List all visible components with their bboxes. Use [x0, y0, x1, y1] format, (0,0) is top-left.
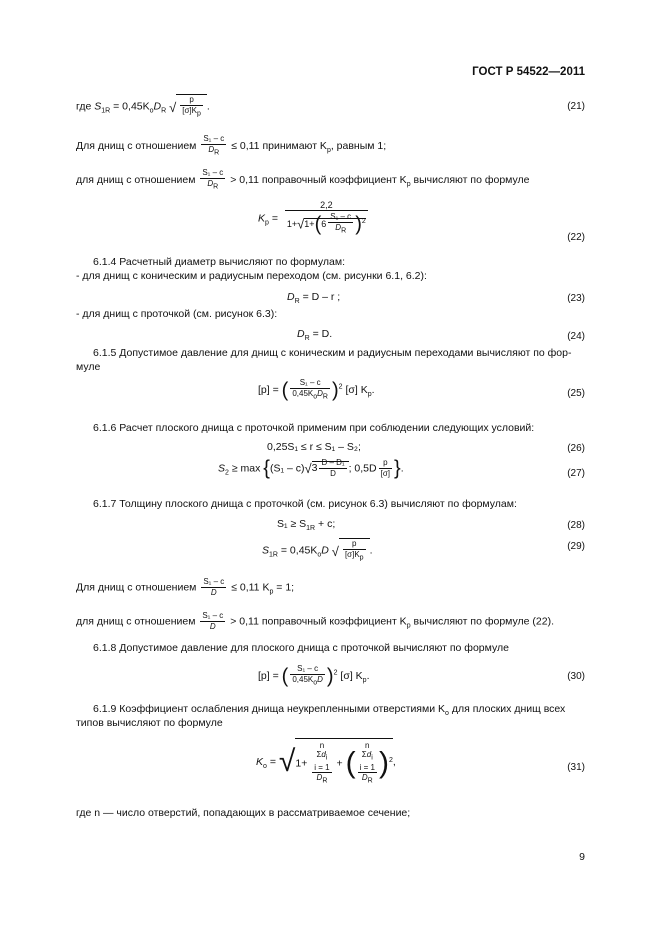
eq21-mid: = 0,45K: [110, 100, 150, 113]
eq27-op: ≥ max: [231, 462, 261, 475]
eq21-mid-sub: o: [149, 107, 154, 115]
cond1-den-sub: R: [214, 149, 220, 157]
eq30-num: S₁ – c: [290, 664, 325, 675]
eq29-mid2: D: [321, 544, 329, 557]
eq21-den-sub: p: [196, 110, 201, 118]
eq31-den: D: [316, 772, 323, 782]
eq21-num: p: [180, 95, 203, 106]
cond2-den: D: [207, 179, 214, 188]
cond3-tail2: = 1;: [273, 581, 295, 594]
eq26-number: (26): [567, 443, 585, 454]
page-number: 9: [579, 851, 585, 863]
eq21-number: (21): [567, 101, 585, 112]
document-header: ГОСТ Р 54522—2011: [472, 66, 585, 78]
eq30-exp: 2: [333, 669, 338, 677]
condition-4: [76, 611, 554, 632]
section-6-1-4-item-2: - для днищ с проточкой (см. рисунок 6.3):: [76, 308, 278, 320]
cond1-tail2: , равным 1;: [330, 140, 387, 153]
cond2-lead: для днищ с отношением: [76, 174, 196, 187]
cond1-lead: Для днищ с отношением: [76, 140, 197, 153]
eq29-den-sub: p: [359, 554, 364, 562]
eq22-inner-den: D: [335, 223, 342, 233]
equation-26: 0,25S₁ ≤ r ≤ S₁ – S₂;: [267, 441, 361, 453]
eq30-tail-sub: p: [362, 677, 367, 685]
eq22-den-c: 6: [321, 219, 327, 229]
section-6-1-5-line-1: 6.1.5 Допустимое давление для днищ с коническим и радиусным переходами вычисляют по фор-: [93, 347, 572, 359]
cond3-num: S₁ – c: [203, 577, 225, 586]
eq27-lhs: S: [218, 462, 226, 475]
eq27-num1: D – D₁: [321, 458, 345, 467]
eq22-lhs-sub: p: [265, 219, 269, 227]
eq25-den: 0,45K: [292, 389, 314, 398]
eq30-tail: [σ] K: [340, 670, 363, 683]
cond1-frac: [201, 134, 226, 159]
section-6-1-5-line-2: муле: [76, 361, 101, 373]
eq30-lhs: [p] =: [258, 670, 279, 683]
eq31-sum-top: n: [319, 741, 325, 750]
equation-22: $K_p$ = 2,2 1+√1+(6 $\frac{\text{S₁ – c}}{D_R}$ )$^2$: [258, 200, 366, 236]
eq31-tail: ,: [392, 755, 396, 768]
eq25-exp: 2: [338, 383, 343, 391]
cond4-lead: для днищ с отношением: [76, 615, 196, 628]
section-6-1-8: 6.1.8 Допустимое давление для плоского днища с проточкой вычисляют по формуле: [93, 642, 509, 654]
eq27-lhs-sub: 2: [225, 469, 229, 477]
eq22-lhs: K: [258, 212, 266, 225]
eq25-den2: D: [317, 389, 323, 398]
condition-3: [76, 577, 294, 598]
eq31-plus: +: [336, 757, 343, 770]
section-6-1-9-line-1: [93, 703, 565, 717]
eq21-mid2: D: [153, 100, 162, 113]
eq21-lhs: S: [94, 100, 102, 113]
cond4-den: D: [209, 622, 216, 631]
cond3-tail: ≤ 0,11 K: [231, 581, 270, 594]
eq22-inner-den-sub: R: [341, 227, 347, 235]
eq29-mid: = 0,45K: [277, 544, 318, 557]
eq31-sum-body-sub: i: [325, 754, 328, 762]
eq31-frac-1: n $\Sigma d_i$ i = 1 $D_R$: [314, 741, 330, 785]
eq25-tail2: .: [371, 384, 375, 397]
eq21-tail: .: [206, 100, 210, 113]
eq24-number: (24): [567, 331, 585, 342]
equation-29: [262, 538, 372, 564]
cond2-tail-sub: p: [406, 181, 411, 189]
eq22-den-b: 1+: [304, 219, 315, 229]
eq25-tail: [σ] K: [345, 384, 368, 397]
section-6-1-4-item-1: - для днищ с коническим и радиусным переходом (см. рисунки 6.1, 6.2):: [76, 270, 427, 282]
cond1-num: S₁ – c: [203, 134, 225, 143]
eq30-den: 0,45K: [292, 675, 314, 684]
cond2-tail2: вычисляют по формуле: [410, 174, 530, 187]
eq25-den-sub: o: [313, 393, 318, 401]
eq29-lhs-sub: 1R: [269, 551, 278, 559]
eq27-b: 3: [311, 462, 318, 475]
equation-24: [297, 328, 332, 342]
eq27-num2: p: [379, 458, 392, 469]
eq25-tail-sub: p: [367, 391, 372, 399]
eq25-lhs: [p] =: [258, 384, 279, 397]
cond3-tail-sub: p: [269, 588, 274, 596]
eq21-den: [σ]K: [182, 106, 197, 115]
eq27-number: (27): [567, 468, 585, 479]
eq22-den-a: 1+: [286, 219, 298, 229]
eq27-a: (S₁ – c): [269, 462, 305, 475]
eq22-number: (22): [567, 232, 585, 243]
eq22-frac: 2,2 1+√1+(6 $\frac{\text{S₁ – c}}{D_R}$ )$^2$: [286, 200, 366, 236]
eq31-den-sub: R: [322, 777, 328, 785]
eq22-exp: 2: [361, 218, 366, 225]
eq27-den2: [σ]: [380, 469, 390, 478]
eq24-text: D: [297, 328, 305, 340]
cond2-tail: > 0,11 поправочный коэффициент K: [230, 174, 407, 187]
cond1-tail-sub: p: [326, 147, 331, 155]
equation-28: [277, 518, 335, 532]
s619-line1-sub: o: [445, 710, 449, 718]
condition-1: [76, 134, 386, 159]
equation-31: $K_o = √1+$ n $\Sigma d_i$ i = 1 $D_R$ + ( n $\Sigma d_i$ i = 1 $D_R$ )$^2$,: [256, 738, 396, 786]
eq27-den1: D: [330, 469, 336, 478]
section-6-1-9-line-2: типов вычисляют по формуле: [76, 717, 223, 729]
eq28-number: (28): [567, 520, 585, 531]
eq21-lhs-sub: 1R: [101, 107, 111, 115]
equation-21: [76, 94, 210, 120]
eq23-number: (23): [567, 293, 585, 304]
cond4-tail: > 0,11 поправочный коэффициент K: [230, 615, 407, 628]
eq23-rest: = D – r ;: [299, 291, 341, 303]
cond4-tail-sub: p: [406, 622, 411, 630]
eq23-text: D: [287, 291, 295, 303]
eq30-number: (30): [567, 671, 585, 682]
eq31-lhs-sub: o: [263, 762, 267, 770]
cond4-tail2: вычисляют по формуле (22).: [410, 615, 554, 628]
cond1-den: D: [208, 145, 215, 154]
cond2-frac: [200, 168, 225, 193]
cond4-num: S₁ – c: [202, 611, 224, 620]
eq21-lead: где: [76, 100, 92, 113]
eq29-sqrt: √ $\frac{p}{[\sigma]K_p}$: [332, 538, 370, 564]
cond3-frac: [201, 577, 226, 598]
eq21-sqrt: √ $\frac{p}{[\sigma]K_p}$: [169, 94, 207, 120]
cond2-num: S₁ – c: [202, 168, 224, 177]
eq31-eqsign: =: [269, 755, 276, 768]
eq31-exp: 2: [388, 756, 393, 764]
eq22-num: 2,2: [285, 200, 368, 211]
eq31-frac-2: n $\Sigma d_i$ i = 1 $D_R$: [359, 741, 375, 785]
eq28-text: S₁ ≥ S: [277, 518, 307, 530]
eq31-lhs: K: [256, 755, 264, 768]
eq31-sum-bot: i = 1: [314, 762, 330, 772]
eq22-inner-num: S₁ – c: [330, 212, 352, 222]
eq29-mid-sub: o: [317, 551, 322, 559]
section-6-1-4-title: 6.1.4 Расчетный диаметр вычисляют по формулам:: [93, 256, 346, 268]
eq23-sub: R: [294, 298, 300, 306]
eq29-den: [σ]K: [344, 550, 360, 559]
eq28-rest: + c;: [315, 518, 336, 530]
cond4-frac: [200, 611, 225, 632]
eq25-number: (25): [567, 388, 585, 399]
section-6-1-7: 6.1.7 Толщину плоского днища с проточкой (см. рисунок 6.3) вычисляют по формулам:: [93, 498, 517, 510]
eq25-num: S₁ – c: [290, 378, 330, 389]
cond3-lead: Для днищ с отношением: [76, 581, 197, 594]
eq28-sub: 1R: [306, 525, 316, 533]
eq30-den-sub: o: [313, 679, 318, 687]
equation-23: [287, 291, 340, 305]
eq31-number: (31): [567, 762, 585, 773]
condition-2: [76, 168, 530, 193]
equation-27: $S_2 \ge \max \{(S_1 - c)√3$ $\frac{\text{D – D₁}}{D}$ ; 0,5D $\frac{p}{[\sigma]}$ }.: [218, 457, 404, 480]
footnote: где n — число отверстий, попадающих в рассматриваемое сечение;: [76, 807, 411, 819]
section-6-1-6: 6.1.6 Расчет плоского днища с проточкой применим при соблюдении следующих условий:: [93, 422, 535, 434]
eq24-sub: R: [304, 335, 310, 343]
eq25-frac: [290, 378, 330, 403]
eq30-den2: D: [317, 675, 323, 684]
cond3-den: D: [210, 588, 217, 597]
eq31-a: 1+: [295, 757, 308, 770]
cond2-den-sub: R: [213, 183, 219, 191]
eq29-num: p: [343, 539, 366, 550]
s619-line1: 6.1.9 Коэффициент ослабления днища неукрепленными отверстиями K: [93, 703, 446, 715]
equation-30: [p] = ( $\frac{\text{S₁ – c}}{0,45K_oD}$ )$^2$ [σ] $K_p$.: [258, 664, 370, 688]
cond1-tail: ≤ 0,11 принимают K: [231, 140, 327, 153]
eq21-mid2-sub: R: [161, 107, 167, 115]
eq27-c: ; 0,5D: [348, 462, 377, 475]
equation-25: [p] = ( $\frac{\text{S₁ – c}}{0,45K_oD_R}$ )$^2$ [σ] $K_p$.: [258, 378, 375, 402]
eq30-tail2: .: [366, 670, 370, 683]
eq31-sum-body: d: [321, 750, 326, 759]
eq25-den2-sub: R: [322, 393, 328, 401]
eq30-frac: [290, 664, 325, 689]
s619-line1-tail: для плоских днищ всех: [448, 703, 566, 715]
eq29-number: (29): [567, 541, 585, 552]
eq29-tail: .: [369, 544, 373, 557]
eq29-lhs: S: [262, 544, 270, 557]
eq24-rest: = D.: [309, 328, 333, 340]
